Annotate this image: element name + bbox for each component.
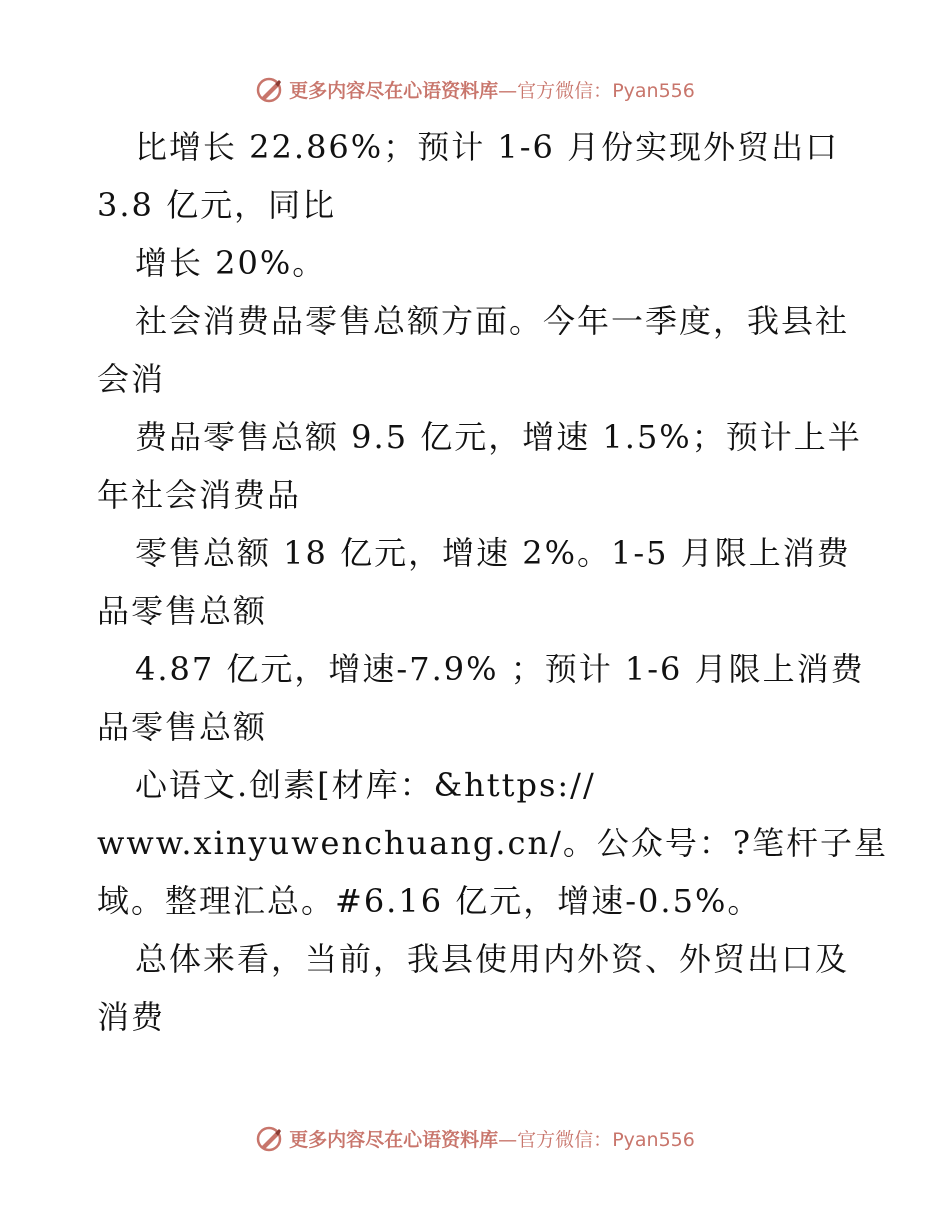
text-line: 社会消费品零售总额方面。今年一季度，我县社 [135,302,850,340]
banner-wechat-label: 官方微信： [517,80,613,102]
text-line: 增长 20%。 [135,244,327,282]
text-line: 品零售总额 [97,708,268,746]
footer-banner [0,1125,950,1155]
banner-wechat-label: 官方微信： [517,1129,613,1151]
banner-main-text: 更多内容尽在心语资料库 [289,1129,499,1151]
text-line: 零售总额 18 亿元，增速 2%。1-5 月限上消费 [135,534,851,572]
banner-dash: — [498,1129,518,1151]
pen-logo-icon [255,76,283,104]
pen-logo-icon [255,1125,283,1153]
text-line: 3.8 亿元，同比 [97,186,337,224]
text-line: 域。整理汇总。#6.16 亿元，增速-0.5%。 [97,882,762,920]
text-line: 心语文.创素[材库：&https:// [135,766,596,804]
text-line: 会消 [97,360,166,398]
banner-main-text: 更多内容尽在心语资料库 [289,80,499,102]
text-line: 品零售总额 [97,592,268,630]
header-banner [0,76,950,106]
text-line: 4.87 亿元，增速-7.9% ；预计 1-6 月限上消费 [135,650,865,688]
text-line: www.xinyuwenchuang.cn/。公众号：?笔杆子星 [97,824,889,862]
text-line: 费品零售总额 9.5 亿元，增速 1.5%；预计上半 [135,418,862,456]
banner-wechat-id: Pyan556 [612,1129,695,1151]
text-line: 年社会消费品 [97,476,302,514]
text-line: 总体来看，当前，我县使用内外资、外贸出口及 [135,940,850,978]
banner-wechat-id: Pyan556 [612,80,695,102]
text-line: 比增长 22.86%；预计 1-6 月份实现外贸出口 [135,128,840,166]
text-line: 消费 [97,998,166,1036]
banner-dash: — [498,80,518,102]
